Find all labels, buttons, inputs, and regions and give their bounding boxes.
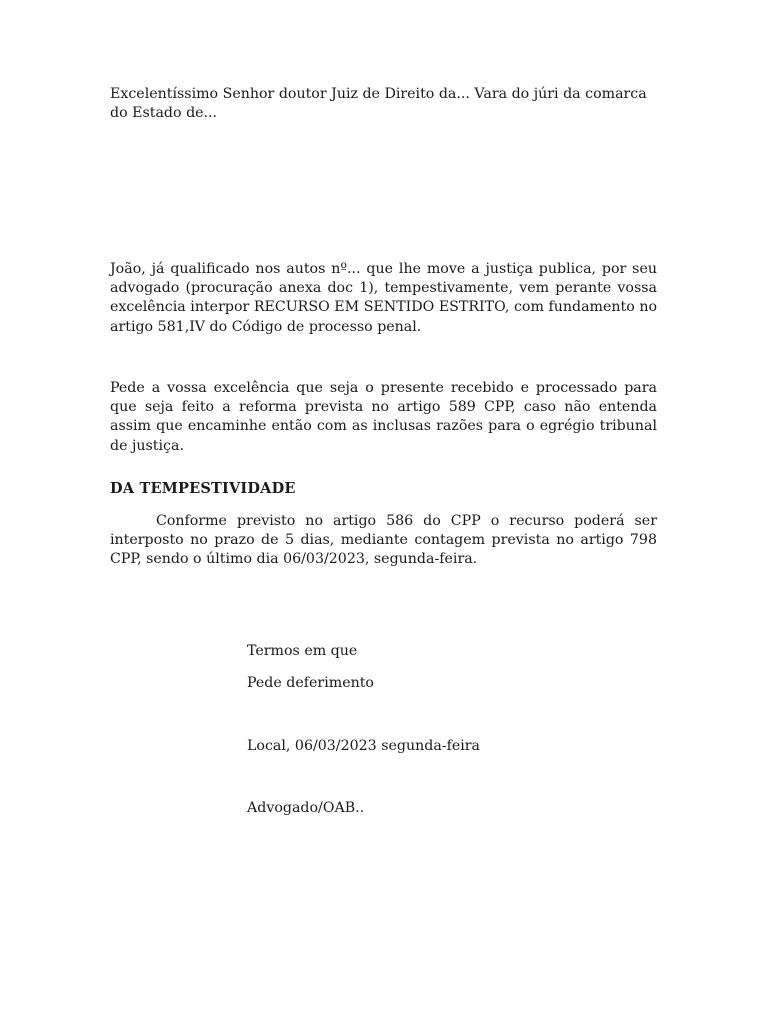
closing-terms-line: Termos em que xyxy=(247,643,358,659)
addressee-paragraph: Excelentíssimo Senhor doutor Juiz de Direito da... Vara do júri da comarca do Estado de... xyxy=(110,86,647,122)
section-heading-tempestividade: DA TEMPESTIVIDADE xyxy=(110,480,296,497)
request-paragraph: Pede a vossa excelência que seja o presente recebido e processado para que seja feito a reforma prevista no artigo 589 CPP, caso não entenda assim que encaminhe então com as inclusas razões para o egrégio tribunal de justiça. xyxy=(110,380,657,454)
closing-request-line: Pede deferimento xyxy=(247,675,374,691)
petition-paragraph: João, já qualificado nos autos nº... que lhe move a justiça publica, por seu advogado (procuração anexa doc 1), tempestivamente, vem perante vossa excelência interpor RECURSO EM SENTIDO ESTRITO, com fundamento no artigo 581,IV do Código de processo penal. xyxy=(110,261,657,335)
tempestividade-paragraph: Conforme previsto no artigo 586 do CPP o recurso poderá ser interposto no prazo de 5 dias, mediante contagem prevista no artigo 798 CPP, sendo o último dia 06/03/2023, segunda-feira. xyxy=(110,513,657,568)
signature-line: Advogado/OAB.. xyxy=(247,800,365,816)
place-date-line: Local, 06/03/2023 segunda-feira xyxy=(247,738,480,754)
